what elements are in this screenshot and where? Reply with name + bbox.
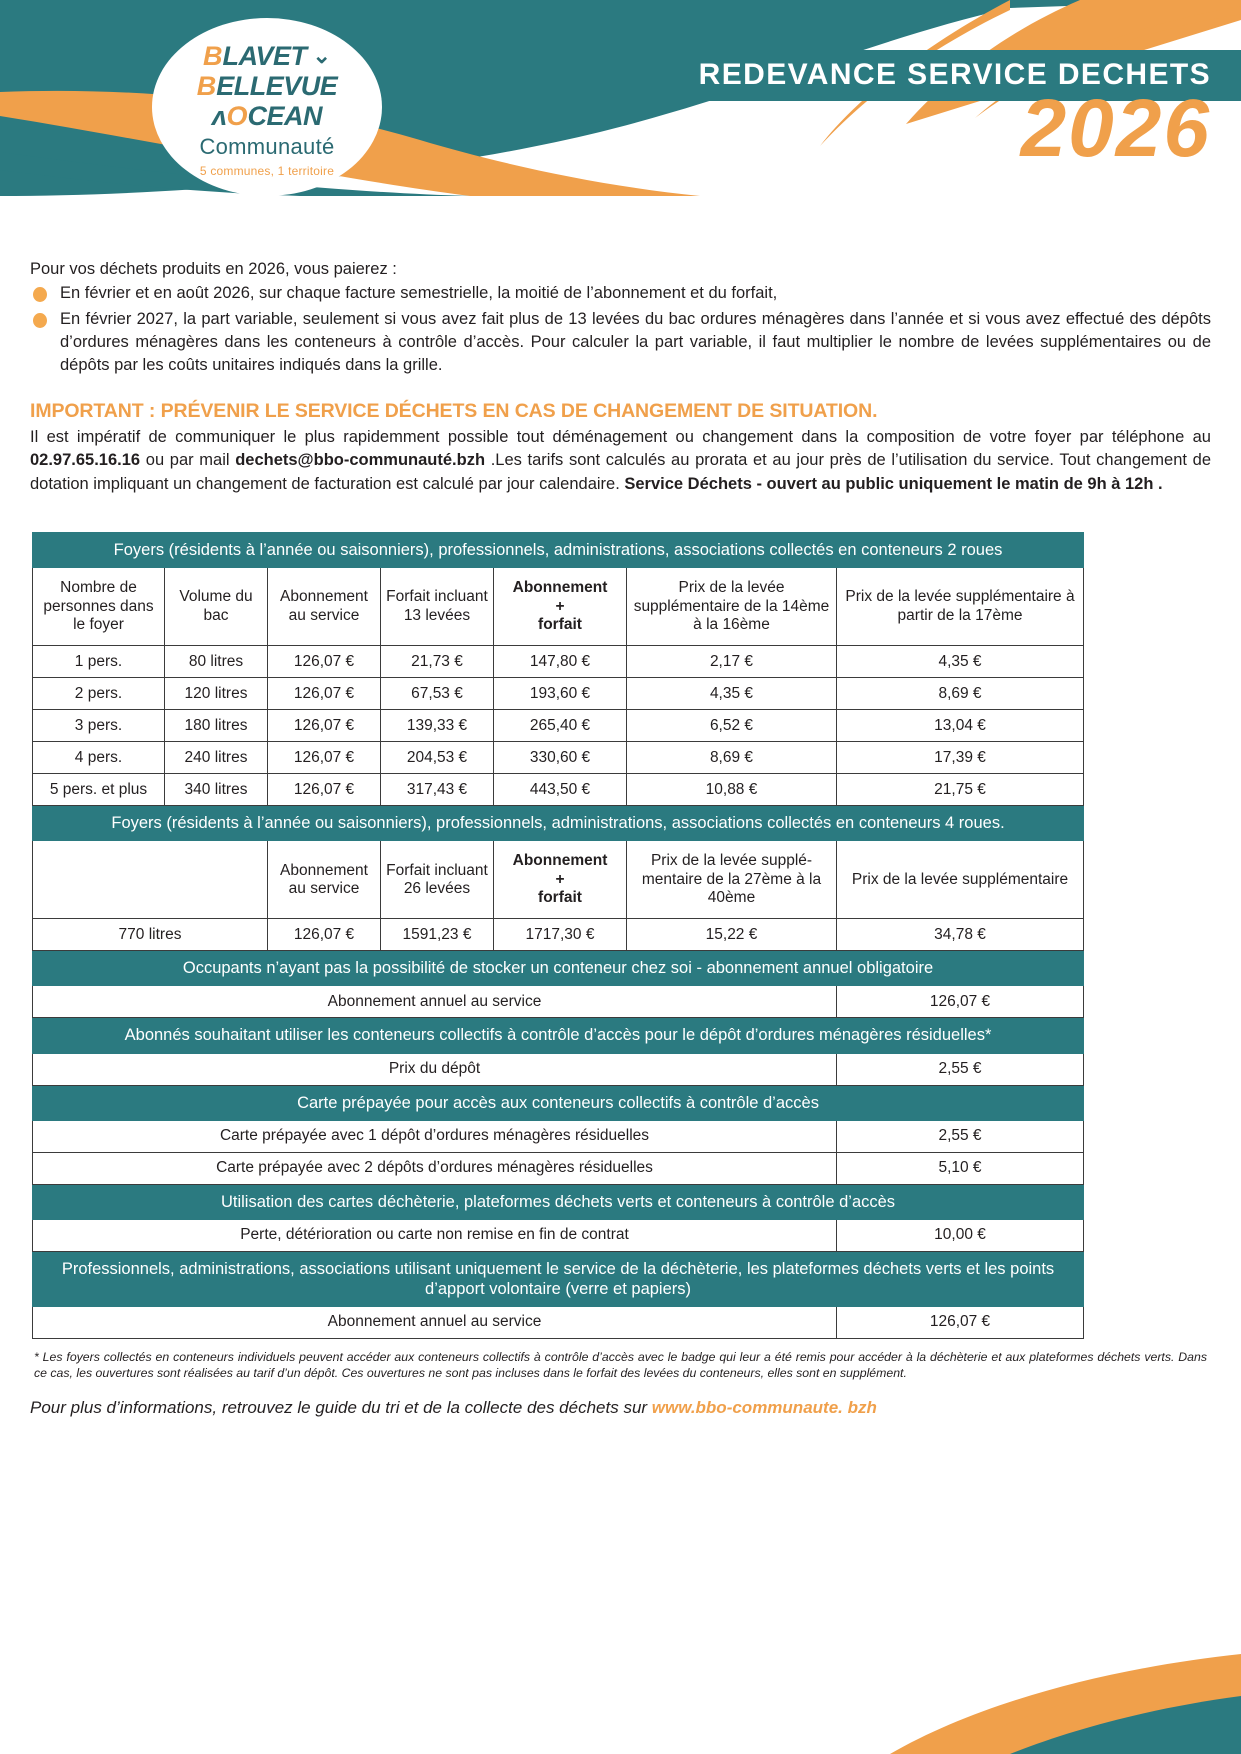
- page-header-banner: [0, 0, 1241, 196]
- cell-price: 10,00 €: [837, 1219, 1084, 1251]
- colheader-nombre-personnes: Nombre de personnes dans le foyer: [33, 568, 165, 646]
- cell-price: 2,55 €: [837, 1120, 1084, 1152]
- cell-price: 126,07 €: [837, 986, 1084, 1018]
- cell: 3 pers.: [33, 710, 165, 742]
- colheader-prix-levee-27-40: Prix de la levée supplé-mentaire de la 27ème à la 40ème: [627, 841, 837, 919]
- cell: 5 pers. et plus: [33, 774, 165, 806]
- website-url[interactable]: www.bbo-communaute. bzh: [651, 1397, 877, 1417]
- colheader-forfait-26: Forfait incluant 26 levées: [381, 841, 494, 919]
- document-content: [0, 258, 1241, 1418]
- colheader-abonnement-service: Abonnement au service: [268, 568, 381, 646]
- table-section-header: [33, 1085, 1084, 1120]
- table-row: [33, 1120, 1084, 1152]
- important-text-2: ou par mail: [140, 451, 236, 470]
- cell: 126,07 €: [268, 646, 381, 678]
- cell-price: 5,10 €: [837, 1152, 1084, 1184]
- cell: 21,75 €: [837, 774, 1084, 806]
- email-address: dechets@bbo-communauté.bzh: [235, 451, 486, 470]
- logo-text-ellevue: ELLEVUE: [216, 70, 338, 101]
- table-row: [33, 1152, 1084, 1184]
- logo-community-label: Communauté: [199, 133, 335, 159]
- bullet-text: En février 2027, la part variable, seulement si vous avez fait plus de 13 levées du bac ordures ménagères dans l’année et si vous avez effectué des dépôts d’ordures ménagères dans les conteneurs à contrôle d’accès. Pour calculer la part variable, il faut multiplier le nombre de levées supplémentaires ou de dépôts par les coûts unitaires indiqués dans la grille.: [60, 309, 1211, 375]
- cell-label: Perte, détérioration ou carte non remise en fin de contrat: [33, 1219, 837, 1251]
- caret-icon: ʌ: [211, 100, 227, 131]
- phone-number: 02.97.65.16.16: [30, 451, 141, 470]
- cell: 8,69 €: [837, 678, 1084, 710]
- logo-line-blavet: [203, 40, 331, 71]
- table-row: [33, 774, 1084, 806]
- table-section-header: [33, 1018, 1084, 1053]
- cell-label: Abonnement annuel au service: [33, 986, 837, 1018]
- logo-letter-b1: B: [203, 40, 223, 71]
- table-column-headers: [33, 841, 1084, 919]
- table-row: [33, 1307, 1084, 1339]
- table-footnote: * Les foyers collectés en conteneurs individuels peuvent accéder aux conteneurs collectifs à contrôle d’accès avec le badge qui leur a été remis pour accéder à la déchèterie et aux plateformes déchets verts. Dans ce cas, les ouvertures sont réalisées au tarif d’un dépôt. Ces ouvertures ne sont pas incluses dans le forfait des levées du conteneurs, elles sont en supplément.: [34, 1350, 1207, 1381]
- cell-price: 126,07 €: [837, 1307, 1084, 1339]
- table-row: [33, 646, 1084, 678]
- cell-total: 147,80 €: [494, 646, 627, 678]
- colheader-volume-bac: Volume du bac: [165, 568, 268, 646]
- logo-text-cean: CEAN: [247, 100, 323, 131]
- cell: 126,07 €: [268, 710, 381, 742]
- logo-tagline: 5 communes, 1 territoire: [199, 163, 335, 178]
- colheader-prix-levee-supp: Prix de la levée supplémentaire: [837, 841, 1084, 919]
- wave-icon: ⌄: [312, 43, 331, 68]
- logo-line-ocean: [211, 100, 323, 131]
- more-info-line: [30, 1398, 1211, 1418]
- page-title: REDEVANCE SERVICE DECHETS: [673, 50, 1241, 101]
- table-row: [33, 710, 1084, 742]
- table-section-header: [33, 1251, 1084, 1306]
- cell-label: Abonnement annuel au service: [33, 1307, 837, 1339]
- cell: 139,33 €: [381, 710, 494, 742]
- cell-total: 330,60 €: [494, 742, 627, 774]
- logo: [152, 18, 382, 196]
- cell: 13,04 €: [837, 710, 1084, 742]
- cell: 120 litres: [165, 678, 268, 710]
- cell: 1591,23 €: [381, 919, 494, 951]
- cell-total: 193,60 €: [494, 678, 627, 710]
- section3-title: Occupants n’ayant pas la possibilité de stocker un conteneur chez soi - abonnement annuel obligatoire: [33, 951, 1084, 986]
- intro-bullet-list: [30, 282, 1211, 378]
- cell: 126,07 €: [268, 774, 381, 806]
- service-hours: Service Déchets - ouvert au public uniquement le matin de 9h à 12h .: [624, 474, 1163, 493]
- cell-price: 2,55 €: [837, 1053, 1084, 1085]
- colheader-prix-levee-17: Prix de la levée supplémentaire à partir de la 17ème: [837, 568, 1084, 646]
- important-text-3: .Les tarifs sont calculés au prorata et au jour près de l’utilisation du service. Tout changement de dotation impliquant un changement de facturation est calculé par jour calendaire.: [30, 451, 1211, 493]
- more-info-text: Pour plus d’informations, retrouvez le guide du tri et de la collecte des déchets sur: [30, 1397, 652, 1417]
- cell: 17,39 €: [837, 742, 1084, 774]
- cell: 4,35 €: [837, 646, 1084, 678]
- important-text-1: Il est impératif de communiquer le plus rapidemment possible tout déménagement ou changement dans la composition de votre foyer par téléphone au: [30, 427, 1211, 446]
- bullet-text: En février et en août 2026, sur chaque facture semestrielle, la moitié de l’abonnement et du forfait,: [60, 284, 778, 303]
- table-section-header: [33, 533, 1084, 568]
- logo-letter-b2: B: [196, 70, 217, 101]
- cell: 340 litres: [165, 774, 268, 806]
- cell: 1 pers.: [33, 646, 165, 678]
- section6-title: Utilisation des cartes déchèterie, plateformes déchets verts et conteneurs à contrôle d’accès: [33, 1184, 1084, 1219]
- year-label: 2026: [1020, 83, 1211, 174]
- colheader-abonnement-service-4r: Abonnement au service: [268, 841, 381, 919]
- footer-waves-icon: [0, 1634, 1241, 1754]
- bullet-dot-icon: [33, 313, 47, 328]
- footer-decoration: [0, 1634, 1241, 1754]
- section1-title: Foyers (résidents à l’année ou saisonniers), professionnels, administrations, associations collectés en conteneurs 2 roues: [33, 533, 1084, 568]
- cell: 180 litres: [165, 710, 268, 742]
- cell: 317,43 €: [381, 774, 494, 806]
- intro-lead: Pour vos déchets produits en 2026, vous paierez :: [30, 260, 397, 278]
- cell-total: 1717,30 €: [494, 919, 627, 951]
- cell: 126,07 €: [268, 678, 381, 710]
- logo-letter-o: O: [226, 100, 248, 131]
- cell-total: 443,50 €: [494, 774, 627, 806]
- cell: 67,53 €: [381, 678, 494, 710]
- section2-title: Foyers (résidents à l’année ou saisonniers), professionnels, administrations, associations collectés en conteneurs 4 roues.: [33, 806, 1084, 841]
- table-section-header: [33, 806, 1084, 841]
- cell: 240 litres: [165, 742, 268, 774]
- table-column-headers: [33, 568, 1084, 646]
- colheader-abonnement-forfait-4r: Abonnement + forfait: [494, 841, 627, 919]
- table-row: [33, 986, 1084, 1018]
- cell: 2,17 €: [627, 646, 837, 678]
- cell: 80 litres: [165, 646, 268, 678]
- cell-label: Carte prépayée avec 1 dépôt d’ordures ménagères résiduelles: [33, 1120, 837, 1152]
- cell: 126,07 €: [268, 919, 381, 951]
- table-row: [33, 1053, 1084, 1085]
- cell: 10,88 €: [627, 774, 837, 806]
- logo-line-bellevue: [196, 70, 338, 101]
- important-heading: IMPORTANT : PRÉVENIR LE SERVICE DÉCHETS EN CAS DE CHANGEMENT DE SITUATION.: [30, 399, 878, 422]
- cell: 4,35 €: [627, 678, 837, 710]
- cell: 2 pers.: [33, 678, 165, 710]
- cell: 15,22 €: [627, 919, 837, 951]
- bullet-dot-icon: [33, 287, 47, 302]
- cell: 6,52 €: [627, 710, 837, 742]
- table-section-header: [33, 951, 1084, 986]
- section5-title: Carte prépayée pour accès aux conteneurs collectifs à contrôle d’accès: [33, 1085, 1084, 1120]
- table-row: [33, 919, 1084, 951]
- colheader-abonnement-forfait: Abonnement + forfait: [494, 568, 627, 646]
- cell-volume: 770 litres: [33, 919, 268, 951]
- cell-label: Carte prépayée avec 2 dépôts d’ordures ménagères résiduelles: [33, 1152, 837, 1184]
- section7-title: Professionnels, administrations, associations utilisant uniquement le service de la déchèterie, les plateformes déchets verts et les points d’apport volontaire (verre et papiers): [33, 1251, 1084, 1306]
- cell: 8,69 €: [627, 742, 837, 774]
- logo-text-lavet: LAVET: [222, 40, 307, 71]
- colheader-prix-levee-14-16: Prix de la levée supplémentaire de la 14ème à la 16ème: [627, 568, 837, 646]
- cell: 126,07 €: [268, 742, 381, 774]
- colheader-empty: [33, 841, 268, 919]
- table-row: [33, 678, 1084, 710]
- table-row: [33, 1219, 1084, 1251]
- table-row: [33, 742, 1084, 774]
- cell: 21,73 €: [381, 646, 494, 678]
- pricing-table: [32, 532, 1084, 1339]
- cell-total: 265,40 €: [494, 710, 627, 742]
- list-item: [30, 282, 1211, 305]
- important-body: [30, 426, 1211, 496]
- table-section-header: [33, 1184, 1084, 1219]
- list-item: [30, 308, 1211, 378]
- cell: 34,78 €: [837, 919, 1084, 951]
- cell: 204,53 €: [381, 742, 494, 774]
- colheader-forfait-13: Forfait incluant 13 levées: [381, 568, 494, 646]
- section4-title: Abonnés souhaitant utiliser les conteneurs collectifs à contrôle d’accès pour le dépôt d’ordures ménagères résiduelles*: [33, 1018, 1084, 1053]
- cell: 4 pers.: [33, 742, 165, 774]
- cell-label: Prix du dépôt: [33, 1053, 837, 1085]
